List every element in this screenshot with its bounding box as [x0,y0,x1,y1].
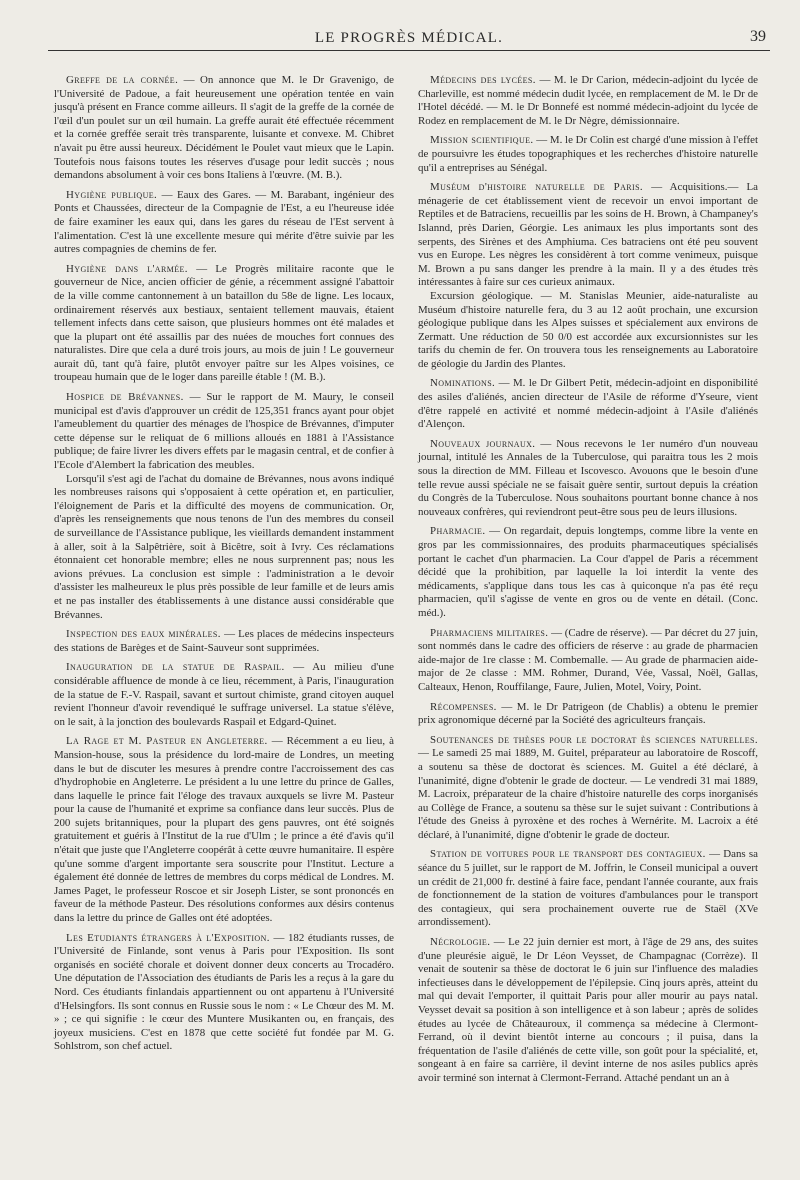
news-paragraph [54,661,394,729]
news-item [418,936,758,1086]
news-heading: Pharmacie. [430,525,486,538]
page-header [48,22,770,51]
page-number: 39 [750,28,766,45]
news-text: — M. le Dr Carion, médecin-adjoint du lycée de Charleville, est nommé médecin dudit lycée, en remplacement de M. le Dr de l'Hotel décédé. — M. le Dr Bonnefé est nommé médecin-adjoint du lycée de Rodez en remplacement de M. le Dr Nègre, démissionnaire. [418,74,758,127]
news-paragraph [418,734,758,843]
news-item [418,438,758,520]
news-paragraph [418,848,758,930]
news-item [54,628,394,655]
news-paragraph [418,701,758,728]
left-column [54,74,394,1060]
news-item [418,701,758,728]
news-heading: Hygiène dans l'armée. [66,262,188,275]
news-item [418,377,758,431]
news-heading: Récompenses. [430,700,497,713]
news-text: — On regardait, depuis longtemps, comme libre la vente en gros par les commissionnaires, des produits pharmaceutiques spécialisés portant le cachet d'un pharmacien. La Cour d'appel de Paris a récemment décidé que la prohibition, par laquelle la loi interdit la vente des médicaments, s'applique dans tous les cas à quiconque n'a pas été reçu pharmacien, qu'il s'agisse de vente en gros ou de vente en détail. (Conc. méd.). [418,525,758,619]
news-text: — Au milieu d'une considérable affluence de monde à ce lieu, récemment, à Paris, l'inauguration de la statue de F.-V. Raspail, savant et surtout chimiste, grand citoyen auquel revient l'honneur d'avoir revendiqué le suffrage universel. La statue s'élève, on le sait, à la jonction des boulevards Raspail et Edgard-Quinet. [54,661,394,728]
news-heading: Hospice de Brévannes. [66,391,184,404]
news-paragraph [54,932,394,1054]
news-text: — On annonce que M. le Dr Gravenigo, de l'Université de Padoue, a fait heureusement une opération tentée en vain jusqu'à présent en France comme ailleurs. Il s'agit de la greffe de la cornée de l'œil d'un poulet sur un œil humain. La greffe aurait été effectuée récemment et la cornée greffée serait très transparente, luisante et convexe. M. Chibret n'avait pu être aussi heureux. Décidément le Poulet vaut mieux que le Lapin. Toutefois nous faisons toutes les réserves d'usage pour ledit succès ; nous demandons absolument à voir ces bons Italiens à l'œuvre. (M. B.). [54,74,395,182]
news-paragraph [54,735,394,925]
news-heading: Médecins des lycées. [430,74,536,86]
news-paragraph [54,263,394,385]
news-item [54,661,394,729]
news-text: — Le 22 juin dernier est mort, à l'âge de 29 ans, des suites d'une pleurésie aiguë, le Dr Léon Veysset, de Champagnac (Corrèze). Il venait de soutenir sa thèse de doctorat le 6 juin sur l'influence des maladies infectieuses dans le développement de l'épilepsie. Cinq jours après, atteint du mal qui devait l'emporter, il quittait Paris pour aller mourir au pays natal. Veysset devait sa position à son intelligence et à son labeur ; après de solides études au lycée de Châteauroux, il commença sa médecine à Clermont-Ferrand, où il devint bientôt interne au concours ; il puisa, dans la fréquentation de l'asile d'aliénés de cette ville, son goût pour la spécialité, et, songeant à en faire sa carrière, il devint interne de nos asiles publics après avoir terminé son internat à Clermont-Ferrand. Attaché pendant un an à [418,936,758,1084]
news-text: Lorsqu'il s'est agi de l'achat du domaine de Brévannes, nous avons indiqué les nombreuses raisons qui s'opposaient à cette opération et, en particulier, l'éloignement de Paris et la difficulté des moyens de communication. Or, d'après les renseignements que nous tenons de l'un des membres du conseil de surveillance de l'Assistance publique, les vieillards demandent instamment à aller, soit à la Salpêtrière, soit à Bicêtre, soit à Ivry. Ces réclamations étonnaient cet honorable membre; elles ne nous surprennent pas; nous les avions prévues. La conclusion est simple : l'administration a le devoir d'assister les malheureux le plus près possible de leur famille et de leurs amis et ne pas installer des établissements à une distance aussi considérable que Brévannes. [54,472,394,621]
news-heading: Greffe de la cornée. [66,74,179,86]
news-paragraph [418,290,758,372]
news-text: — Nous recevons le 1er numéro d'un nouveau journal, intitulé les Annales de la Tuberculose, qui paraitra tous les 2 mois sous la direction de MM. Filleau et Iscovesco. Avouons que le besoin d'une telle revue aussi spéciale ne se faisait guère sentir, surtout depuis la création du Congrès de la Tuberculose. Nous souhaitons pourtant bonne chance à nos nouveaux confrères, qui reviendront peut-être sous peu de leurs illusions. [418,437,758,518]
news-text: — Dans sa séance du 5 juillet, sur le rapport de M. Joffrin, le Conseil municipal a ouvert un crédit de 21,000 fr. destiné à faire face, pendant l'année courante, aux frais de fonctionnement de la station de voitures d'ambulances pour le transport des contagieux, qui sera prochainement ouverte rue de Staël (XVe arrondissement). [418,848,759,929]
news-text: — (Cadre de réserve). — Par décret du 27 juin, sont nommés dans le cadre des officiers de réserve : au grade de pharmacien aide-major de 1re classe : M. Combemalle. — Au grade de pharmacien aide-major de 2e classe : MM. Rohmer, Durand, Vée, Vassal, Noël, Gallas, Calteaux, Henon, Rouffilange, Faure, Julien, Motel, Voiry, Point. [418,626,758,693]
news-item [54,735,394,925]
news-item [418,734,758,843]
news-heading: Inauguration de la statue de Raspail. [66,661,285,674]
news-item [54,74,394,183]
news-paragraph [418,627,758,695]
news-paragraph [418,377,758,431]
news-text: — Le samedi 25 mai 1889, M. Guitel, préparateur au laboratoire de Roscoff, a soutenu sa thèse de doctorat ès sciences. M. Guitel a été déclaré, à l'unanimité, digne d'obtenir le grade de docteur. — Le vendredi 31 mai 1889, M. Lacroix, préparateur de la chaire d'histoire naturelle des corps inorganisés au Collège de France, a soutenu sa thèse sur le sujet suivant : Contributions à l'étude des Gneiss à pyroxène et des roches à Wernérite. M. Lacroix a été déclaré, à l'unanimité, digne d'obtenir le grade de docteur. [418,747,758,841]
journal-title: LE PROGRÈS MÉDICAL. [314,30,504,46]
news-paragraph [418,134,758,175]
news-paragraph [418,936,758,1086]
news-paragraph [418,438,758,520]
news-heading: La Rage et M. Pasteur en Angleterre. [66,735,268,748]
news-item [54,391,394,622]
news-paragraph [54,189,394,257]
news-item [418,627,758,695]
news-text: Excursion géologique. — M. Stanislas Meunier, aide-naturaliste au Muséum d'histoire naturelle fera, du 3 au 12 août prochain, une excursion géologique publique dans les Alpes suisses et spécialement aux environs de Zermatt. Une réduction de 50 0/0 est accordée aux excursionnistes sur les tarifs du chemin de fer. On trouvera tous les renseignements au Laboratoire de géologie du Jardin des Plantes. [418,289,758,370]
news-paragraph [418,525,758,620]
news-heading: Nominations. [430,377,496,390]
news-text: — Acquisitions.— La ménagerie de cet établissement vient de recevoir un envoi important de Reptiles et de Batraciens, recueillis par les soins de H. Brown, à Champaney's Islannd, près Darien, Géorgie. Les animaux les plus importants sont des serpents, des Sirènes et des Amphiuma. Ces batraciens ont été peu souvent vus en Europe. Les nègres les considèrent à tort comme venimeux, puisque M. Brown a pu sans danger les prendre à la main. Il y a des études très intéressantes à faire sur ces curieux animaux. [418,181,758,289]
news-item [54,932,394,1054]
news-heading: Muséum d'histoire naturelle de Paris. [430,181,644,194]
news-paragraph [54,391,394,473]
news-paragraph [54,628,394,655]
news-paragraph [54,473,394,623]
news-text: — Sur le rapport de M. Maury, le conseil municipal est d'avis d'approuver un crédit de 125,351 francs ayant pour objet l'ameublement du quartier des ménages de l'hospice de Brévannes, d'imputer cette dépense sur le reliquat de 6 millions alloués en 1881 à l'Assistance publique; de faire livrer les divers effets par le magasin central, et de confier à l'Ecole d'Alembert la fabrication des meubles. [54,391,394,472]
news-heading: Mission scientifique. [430,134,534,147]
news-item [54,263,394,385]
news-text: — Récemment a eu lieu, à Mansion-house, sous la présidence du lord-maire de Londres, un meeting dans le but de discuter les mesures à prendre contre l'accroissement des cas d'hydrophobie en Angleterre. Le président a lu une lettre du prince de Galles, dans laquelle le prince fait l'éloge des travaux auxquels se livre M. Pasteur pour la cause de l'humanité et exprime sa confiance dans leur succès. Plus de 200 sujets britanniques, pour la plupart des gens pauvres, ont été soignés gratuitement et guéris à l'Institut de la rue d'Ulm ; le prince a été d'avis qu'il n'était que juste que l'Angleterre coopérât à cette œuvre humanitaire. Il espère qu'une somme d'argent importante sera souscrite pour l'Institut. Lecture a également été donnée de lettres de membres du corps médical de Londres. M. James Paget, le professeur Roscoe et sir Joseph Lister, se sont prononcés en faveur de la méthode Pasteur. Des résolutions conformes aux désirs contenus dans la lettre du prince de Galles ont été adoptées. [54,735,394,925]
news-heading: Nécrologie. [430,936,491,949]
news-paragraph [418,74,758,128]
news-heading: Inspection des eaux minérales. [66,628,221,641]
news-text: — M. le Dr Gilbert Petit, médecin-adjoint en disponibilité des asiles d'aliénés, ancien directeur de l'Asile de réforme d'Yseure, vient d'être rappelé en activité et nommé médecin-adjoint à l'Asile d'aliénés d'Alençon. [418,377,758,431]
news-item [418,848,758,930]
news-item [418,74,758,128]
news-paragraph [54,74,394,183]
news-heading: Nouveaux journaux. [430,437,536,450]
right-column [418,74,758,1092]
news-text: — Le Progrès militaire raconte que le gouverneur de Nice, ancien officier de génie, a récemment assigné l'abattoir de la ville comme cantonnement à un bataillon du 58e de ligne. Les locaux, ordinairement réservés aux bestiaux, sentaient tellement mauvais, étaient tellement infects dans cette saison, que plusieurs hommes ont été malades et que la plupart ont été assaillis par des nuées de mouches fort connues des naturalistes. Dire que cela a duré trois jours, au mois de juin ! Le gouverneur aurait dû, tant qu'à faire, plutôt envoyer paître sur les Alpes voisines, ce troupeau humain que de le loger dans pareille étable ! (M. B.). [54,262,394,384]
news-text: — M. le Dr Colin est chargé d'une mission à l'effet de poursuivre les études topographiques et les recherches d'histoire naturelle qu'il a entreprises au Sénégal. [418,134,758,174]
news-paragraph [418,181,758,290]
news-heading: Hygiène publique. [66,188,158,201]
news-item [418,181,758,371]
news-heading: Pharmaciens militaires. [430,626,549,639]
news-text: — Eaux des Gares. — M. Barabant, ingénieur des Ponts et Chaussées, directeur de la Compagnie de l'Est, a eu l'heureuse idée de faire examiner les eaux qui, dans les gares du réseau de l'Est servent à l'alimentation. C'est là une excellente mesure qui mérite d'être suivie par les autres compagnies de chemins de fer. [54,188,394,256]
news-text: — M. le Dr Patrigeon (de Chablis) a obtenu le premier prix agronomique décerné par la Société des agriculteurs français. [418,700,758,727]
news-text: — Les places de médecins inspecteurs des stations de Barèges et de Saint-Sauveur sont supprimées. [54,628,395,654]
news-heading: Soutenances de thèses pour le doctorat ès sciences naturelles. [430,733,758,746]
news-heading: Les Etudiants étrangers à l'Exposition. [66,931,270,944]
news-item [418,525,758,620]
news-item [54,189,394,257]
news-item [418,134,758,175]
news-text: — 182 étudiants russes, de l'Université de Finlande, sont venus à Paris pour l'Exposition. Ils sont organisés en société chorale et doivent donner deux concerts au Trocadéro. Une députation de l'Association des étudiants de Paris les a reçus à la gare du Nord. Ces étudiants finlandais appartiennent ou ont appartenu à l'Université d'Helsingfors. Ils sont connus en Russie sous le nom : « Le Chœur des M. M. » ; ce qui signifie : le cœur des Muntere Musikanten ou, en français, des joyeux musiciens. C'est en 1878 que cette société fut fondée par M. G. Sohlstrom, son chef actuel. [54,931,394,1053]
news-heading: Station de voitures pour le transport des contagieux. [430,848,706,861]
